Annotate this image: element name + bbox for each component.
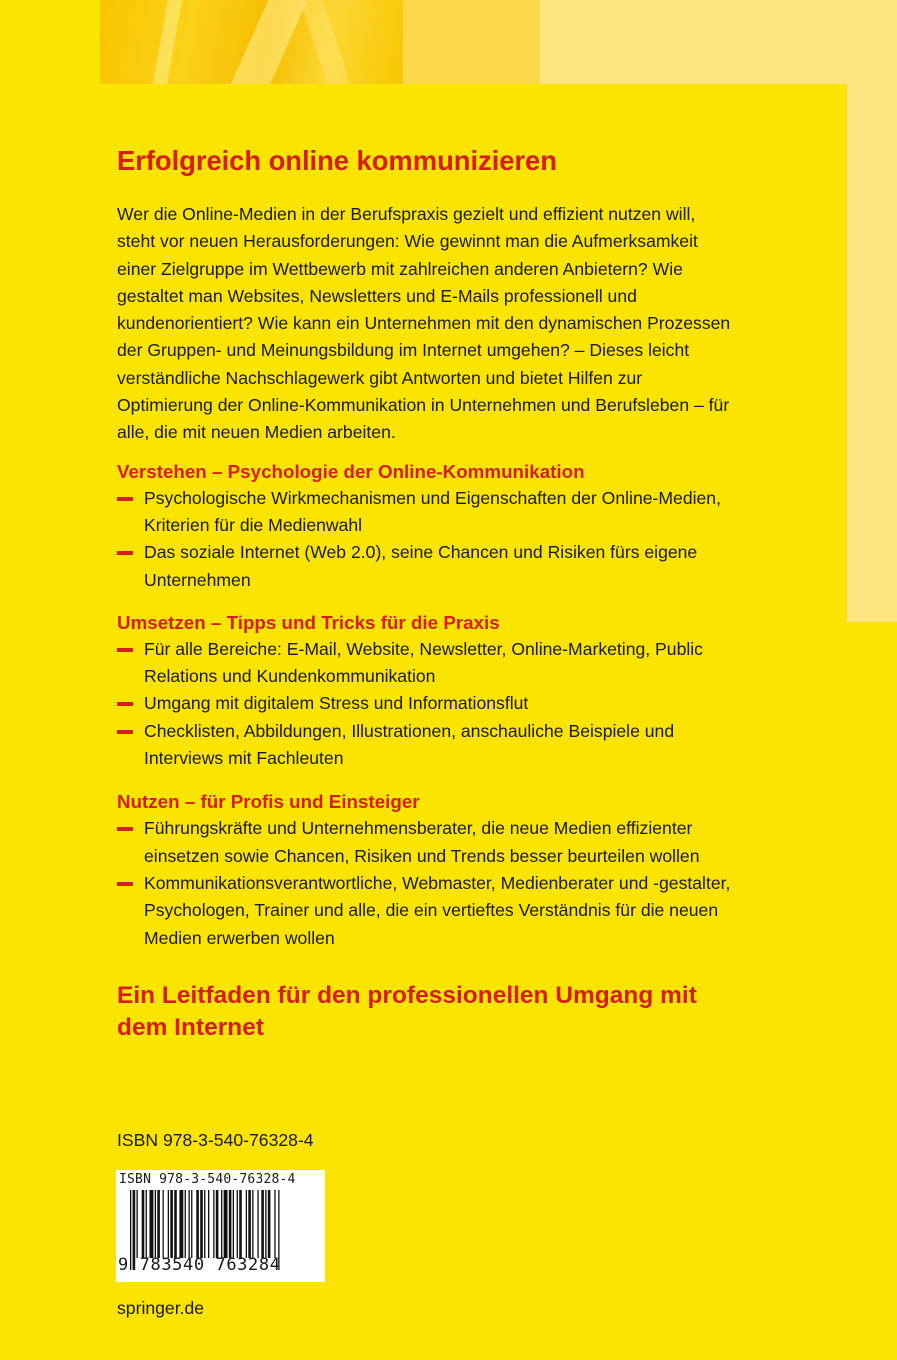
back-cover-content xyxy=(117,145,737,1044)
section-heading: Nutzen – für Profis und Einsteiger xyxy=(117,791,420,813)
section-nutzen xyxy=(117,791,737,951)
right-edge-strip xyxy=(847,84,897,622)
bullet-list xyxy=(117,636,737,772)
dash-bullet-icon xyxy=(117,882,133,886)
section-umsetzen xyxy=(117,612,737,772)
dash-bullet-icon xyxy=(117,497,133,501)
dash-bullet-icon xyxy=(117,827,133,831)
list-item: Checklisten, Abbildungen, Illustrationen, anschauliche Beispiele und Interviews mit Fachleuten xyxy=(117,718,737,773)
list-item: Für alle Bereiche: E-Mail, Website, Newsletter, Online-Marketing, Public Relations und Kundenkommunikation xyxy=(117,636,737,691)
top-mid-panel xyxy=(403,0,540,84)
list-item: Führungskräfte und Unternehmensberater, die neue Medien effizienter einsetzen sowie Chancen, Risiken und Trends besser beurteilen wollen xyxy=(117,815,737,870)
top-photo-strip xyxy=(100,0,403,84)
list-item: Kommunikationsverantwortliche, Webmaster, Medienberater und -gestalter, Psychologen, Trainer und alle, die ein vertieftes Verständnis für die neuen Medien erwerben wollen xyxy=(117,870,737,952)
isbn-text: ISBN 978-3-540-76328-4 xyxy=(117,1130,314,1150)
bullet-list xyxy=(117,815,737,951)
intro-paragraph: Wer die Online-Medien in der Berufspraxis gezielt und effizient nutzen will, steht vor neuen Herausforderungen: Wie gewinnt man die Aufmerksamkeit einer Zielgruppe im Wettbewerb mit zahlreichen anderen Anbietern? Wie gestaltet man Websites, Newsletters und E-Mails professionell und kundenorientiert? Wie kann ein Unternehmen mit den dynamischen Prozessen der Gruppen- und Meinungsbildung im Internet umgehen? – Dieses leicht verständliche Nachschlagewerk gibt Antworten und bietet Hilfen zur Optimierung der Online-Kommunikation in Unternehmen und Berufsleben – für alle, die mit neuen Medien arbeiten. xyxy=(117,204,731,443)
top-right-panel xyxy=(540,0,897,84)
closing-tagline: Ein Leitfaden für den professionellen Umgang mit dem Internet xyxy=(117,981,697,1041)
top-left-panel xyxy=(0,0,100,84)
bullet-list xyxy=(117,485,737,594)
publisher-website: springer.de xyxy=(117,1298,205,1318)
dash-bullet-icon xyxy=(117,551,133,555)
dash-bullet-icon xyxy=(117,730,133,734)
section-verstehen xyxy=(117,461,737,594)
list-item: Umgang mit digitalem Stress und Informationsflut xyxy=(117,690,737,717)
dash-bullet-icon xyxy=(117,702,133,706)
section-heading: Umsetzen – Tipps und Tricks für die Praxis xyxy=(117,611,500,633)
list-item: Das soziale Internet (Web 2.0), seine Chancen und Risiken fürs eigene Unternehmen xyxy=(117,539,737,594)
page-title: Erfolgreich online kommunizieren xyxy=(117,145,557,176)
section-heading: Verstehen – Psychologie der Online-Kommunikation xyxy=(117,460,585,482)
list-item: Psychologische Wirkmechanismen und Eigenschaften der Online-Medien, Kriterien für die Medienwahl xyxy=(117,485,737,540)
isbn-barcode xyxy=(116,1170,325,1282)
barcode-isbn-label: ISBN 978-3-540-76328-4 xyxy=(119,1172,296,1187)
dash-bullet-icon xyxy=(117,648,133,652)
barcode-number: 9 783540 763284 xyxy=(118,1255,281,1275)
right-edge-strip-lower xyxy=(847,622,897,1360)
